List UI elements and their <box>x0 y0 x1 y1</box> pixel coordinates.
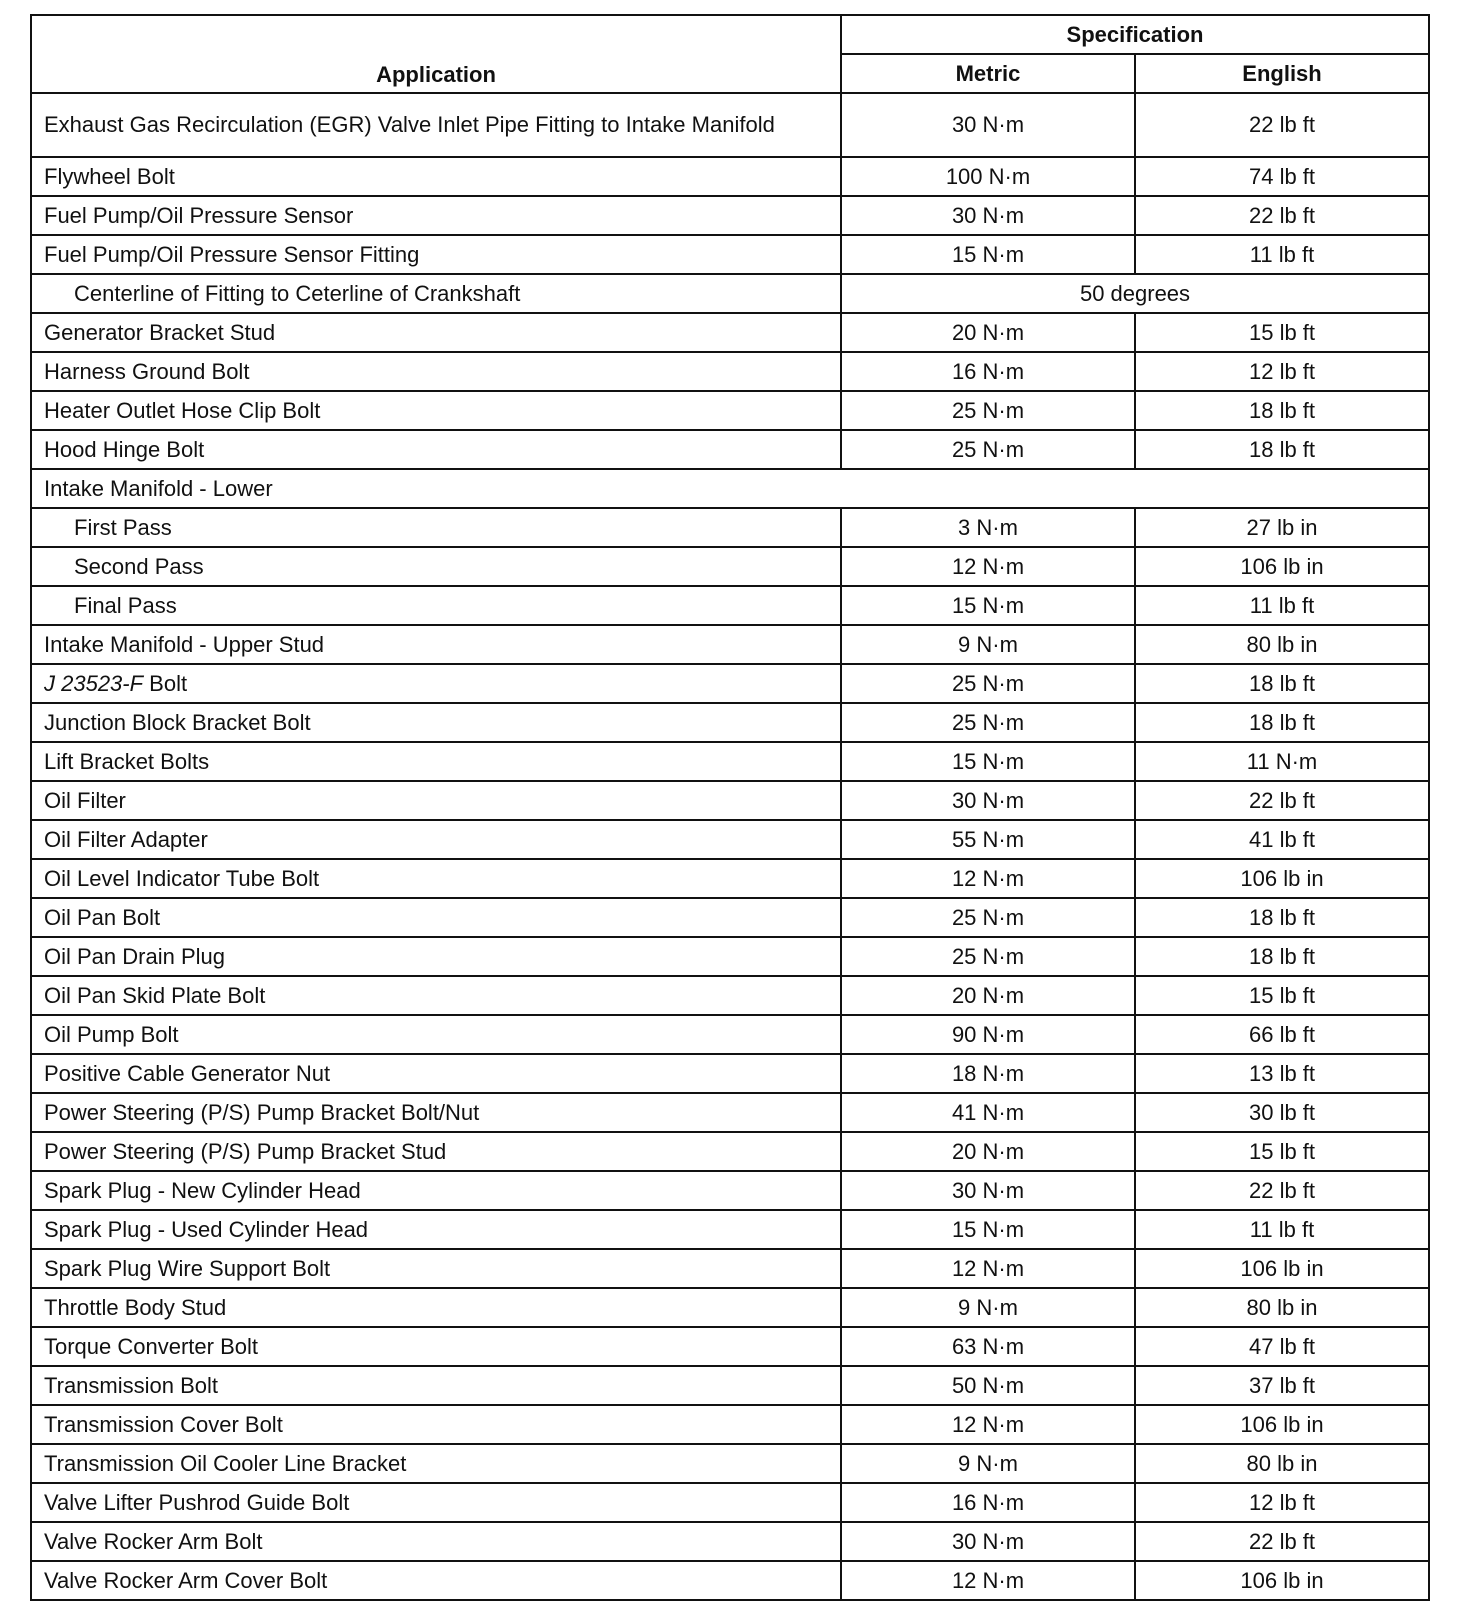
table-row <box>31 1054 1429 1093</box>
table-row <box>31 352 1429 391</box>
application-cell: Oil Pan Drain Plug <box>31 937 841 976</box>
application-cell: Spark Plug - New Cylinder Head <box>31 1171 841 1210</box>
application-cell: Fuel Pump/Oil Pressure Sensor Fitting <box>31 235 841 274</box>
application-cell: Transmission Cover Bolt <box>31 1405 841 1444</box>
table-row <box>31 235 1429 274</box>
table-row <box>31 1483 1429 1522</box>
specification-column-header: Specification <box>841 15 1429 54</box>
application-cell: Intake Manifold - Upper Stud <box>31 625 841 664</box>
english-cell: 11 lb ft <box>1135 1210 1429 1249</box>
application-cell: Second Pass <box>31 547 841 586</box>
metric-cell: 25 N·m <box>841 937 1135 976</box>
english-cell: 18 lb ft <box>1135 703 1429 742</box>
table-header <box>31 15 1429 93</box>
specification-cell: 50 degrees <box>841 274 1429 313</box>
metric-cell: 16 N·m <box>841 1483 1135 1522</box>
tool-number: J 23523-F <box>44 670 144 696</box>
english-cell: 80 lb in <box>1135 1288 1429 1327</box>
table-row <box>31 196 1429 235</box>
metric-cell: 20 N·m <box>841 976 1135 1015</box>
metric-cell: 9 N·m <box>841 1288 1135 1327</box>
application-cell: Positive Cable Generator Nut <box>31 1054 841 1093</box>
metric-cell: 50 N·m <box>841 1366 1135 1405</box>
metric-cell: 15 N·m <box>841 742 1135 781</box>
table-row <box>31 976 1429 1015</box>
english-cell: 106 lb in <box>1135 547 1429 586</box>
metric-cell: 55 N·m <box>841 820 1135 859</box>
table-row <box>31 157 1429 196</box>
english-cell: 18 lb ft <box>1135 937 1429 976</box>
metric-cell: 12 N·m <box>841 859 1135 898</box>
application-cell: Spark Plug Wire Support Bolt <box>31 1249 841 1288</box>
table-row <box>31 1015 1429 1054</box>
english-cell: 41 lb ft <box>1135 820 1429 859</box>
application-cell: Intake Manifold - Lower <box>31 469 1429 508</box>
metric-cell: 25 N·m <box>841 430 1135 469</box>
table-row <box>31 508 1429 547</box>
english-cell: 13 lb ft <box>1135 1054 1429 1093</box>
english-cell: 30 lb ft <box>1135 1093 1429 1132</box>
english-cell: 15 lb ft <box>1135 313 1429 352</box>
metric-cell: 63 N·m <box>841 1327 1135 1366</box>
application-cell: Valve Rocker Arm Bolt <box>31 1522 841 1561</box>
english-cell: 27 lb in <box>1135 508 1429 547</box>
metric-cell: 3 N·m <box>841 508 1135 547</box>
application-cell: Spark Plug - Used Cylinder Head <box>31 1210 841 1249</box>
metric-cell: 30 N·m <box>841 93 1135 157</box>
table-row <box>31 1405 1429 1444</box>
metric-cell: 41 N·m <box>841 1093 1135 1132</box>
english-cell: 22 lb ft <box>1135 781 1429 820</box>
metric-cell: 12 N·m <box>841 1249 1135 1288</box>
metric-cell: 25 N·m <box>841 664 1135 703</box>
table-row <box>31 1561 1429 1600</box>
table-row <box>31 1327 1429 1366</box>
metric-cell: 12 N·m <box>841 547 1135 586</box>
table-row <box>31 1522 1429 1561</box>
table-row <box>31 625 1429 664</box>
table-row <box>31 391 1429 430</box>
application-cell: First Pass <box>31 508 841 547</box>
table-row <box>31 1366 1429 1405</box>
table-row <box>31 781 1429 820</box>
table-row <box>31 1210 1429 1249</box>
english-cell: 15 lb ft <box>1135 1132 1429 1171</box>
english-cell: 15 lb ft <box>1135 976 1429 1015</box>
metric-cell: 12 N·m <box>841 1561 1135 1600</box>
application-cell: Oil Filter <box>31 781 841 820</box>
application-cell: Torque Converter Bolt <box>31 1327 841 1366</box>
application-text: Bolt <box>143 670 188 696</box>
metric-cell: 9 N·m <box>841 1444 1135 1483</box>
metric-cell: 30 N·m <box>841 781 1135 820</box>
english-column-header: English <box>1135 54 1429 93</box>
application-cell: Generator Bracket Stud <box>31 313 841 352</box>
application-column-header: Application <box>31 15 841 93</box>
table-row <box>31 898 1429 937</box>
application-cell: Valve Lifter Pushrod Guide Bolt <box>31 1483 841 1522</box>
english-cell: 18 lb ft <box>1135 391 1429 430</box>
english-cell: 11 lb ft <box>1135 586 1429 625</box>
english-cell: 80 lb in <box>1135 625 1429 664</box>
english-cell: 12 lb ft <box>1135 1483 1429 1522</box>
application-cell: Throttle Body Stud <box>31 1288 841 1327</box>
english-cell: 18 lb ft <box>1135 664 1429 703</box>
metric-cell: 12 N·m <box>841 1405 1135 1444</box>
application-cell: Power Steering (P/S) Pump Bracket Stud <box>31 1132 841 1171</box>
metric-cell: 30 N·m <box>841 1171 1135 1210</box>
english-cell: 22 lb ft <box>1135 1171 1429 1210</box>
english-cell: 106 lb in <box>1135 1405 1429 1444</box>
table-row <box>31 1132 1429 1171</box>
english-cell: 22 lb ft <box>1135 1522 1429 1561</box>
torque-specification-table <box>30 14 1430 1601</box>
table-row <box>31 1093 1429 1132</box>
metric-cell: 25 N·m <box>841 391 1135 430</box>
table-row <box>31 430 1429 469</box>
table-row <box>31 274 1429 313</box>
table-row <box>31 1444 1429 1483</box>
table-row <box>31 820 1429 859</box>
application-cell: Oil Pan Skid Plate Bolt <box>31 976 841 1015</box>
table-row <box>31 859 1429 898</box>
table-row <box>31 1288 1429 1327</box>
metric-cell: 30 N·m <box>841 196 1135 235</box>
metric-cell: 15 N·m <box>841 235 1135 274</box>
table-row <box>31 664 1429 703</box>
table-row <box>31 547 1429 586</box>
english-cell: 47 lb ft <box>1135 1327 1429 1366</box>
metric-cell: 18 N·m <box>841 1054 1135 1093</box>
application-cell: Harness Ground Bolt <box>31 352 841 391</box>
english-cell: 18 lb ft <box>1135 898 1429 937</box>
table-body <box>31 93 1429 1600</box>
english-cell: 66 lb ft <box>1135 1015 1429 1054</box>
english-cell: 106 lb in <box>1135 1561 1429 1600</box>
application-cell: Final Pass <box>31 586 841 625</box>
metric-cell: 16 N·m <box>841 352 1135 391</box>
metric-cell: 9 N·m <box>841 625 1135 664</box>
metric-cell: 20 N·m <box>841 1132 1135 1171</box>
english-cell: 22 lb ft <box>1135 93 1429 157</box>
application-cell: Exhaust Gas Recirculation (EGR) Valve Inlet Pipe Fitting to Intake Manifold <box>31 93 841 157</box>
application-cell: Oil Filter Adapter <box>31 820 841 859</box>
english-cell: 22 lb ft <box>1135 196 1429 235</box>
english-cell: 80 lb in <box>1135 1444 1429 1483</box>
metric-cell: 20 N·m <box>841 313 1135 352</box>
application-cell: Transmission Oil Cooler Line Bracket <box>31 1444 841 1483</box>
header-row-top <box>31 15 1429 54</box>
table-row <box>31 586 1429 625</box>
application-cell: Transmission Bolt <box>31 1366 841 1405</box>
metric-cell: 25 N·m <box>841 703 1135 742</box>
table-row <box>31 703 1429 742</box>
metric-cell: 15 N·m <box>841 586 1135 625</box>
english-cell: 106 lb in <box>1135 1249 1429 1288</box>
english-cell: 12 lb ft <box>1135 352 1429 391</box>
application-cell: Centerline of Fitting to Ceterline of Crankshaft <box>31 274 841 313</box>
application-cell: Fuel Pump/Oil Pressure Sensor <box>31 196 841 235</box>
table-row <box>31 313 1429 352</box>
english-cell: 74 lb ft <box>1135 157 1429 196</box>
application-cell: Power Steering (P/S) Pump Bracket Bolt/Nut <box>31 1093 841 1132</box>
application-cell: Lift Bracket Bolts <box>31 742 841 781</box>
application-cell: Junction Block Bracket Bolt <box>31 703 841 742</box>
table-row <box>31 1249 1429 1288</box>
english-cell: 106 lb in <box>1135 859 1429 898</box>
metric-cell: 15 N·m <box>841 1210 1135 1249</box>
table-row <box>31 93 1429 157</box>
table-row <box>31 469 1429 508</box>
english-cell: 11 N·m <box>1135 742 1429 781</box>
application-cell: Oil Pan Bolt <box>31 898 841 937</box>
application-cell: Valve Rocker Arm Cover Bolt <box>31 1561 841 1600</box>
metric-column-header: Metric <box>841 54 1135 93</box>
application-cell: Oil Pump Bolt <box>31 1015 841 1054</box>
english-cell: 37 lb ft <box>1135 1366 1429 1405</box>
application-cell: Oil Level Indicator Tube Bolt <box>31 859 841 898</box>
application-cell: Heater Outlet Hose Clip Bolt <box>31 391 841 430</box>
table-row <box>31 937 1429 976</box>
english-cell: 18 lb ft <box>1135 430 1429 469</box>
english-cell: 11 lb ft <box>1135 235 1429 274</box>
application-cell: Flywheel Bolt <box>31 157 841 196</box>
metric-cell: 25 N·m <box>841 898 1135 937</box>
table-row <box>31 742 1429 781</box>
application-cell: Hood Hinge Bolt <box>31 430 841 469</box>
metric-cell: 100 N·m <box>841 157 1135 196</box>
application-cell <box>31 664 841 703</box>
table-row <box>31 1171 1429 1210</box>
metric-cell: 30 N·m <box>841 1522 1135 1561</box>
metric-cell: 90 N·m <box>841 1015 1135 1054</box>
